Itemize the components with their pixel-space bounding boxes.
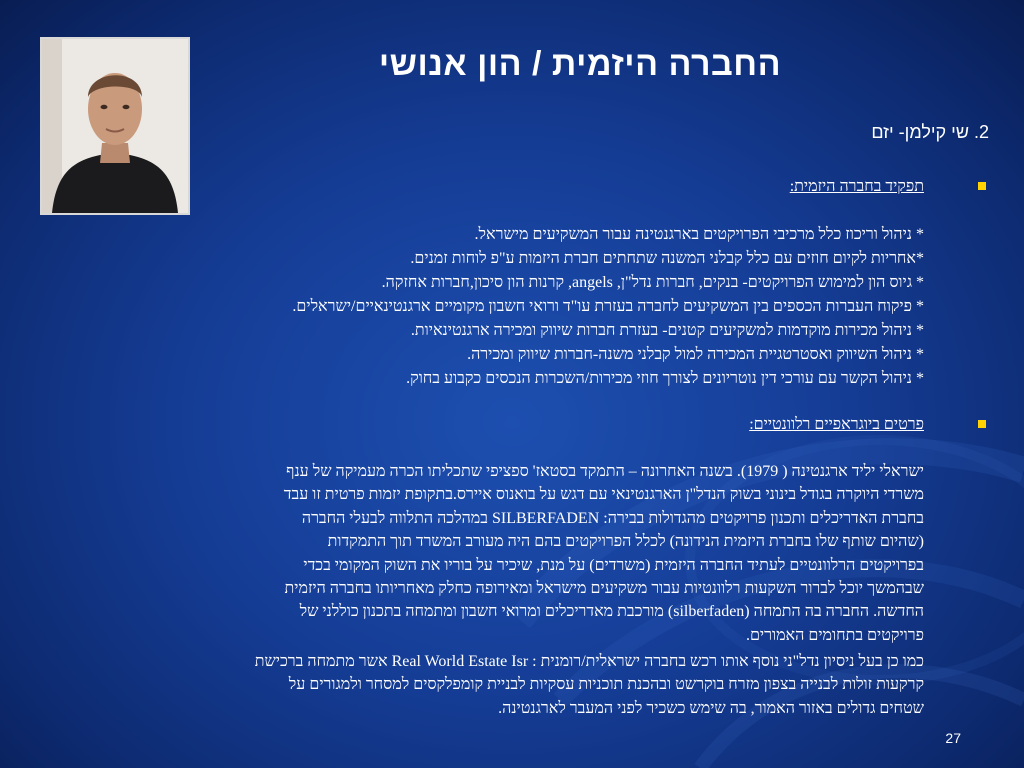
slide-title: החברה היזמית / הון אנושי: [378, 45, 782, 83]
bio-heading: פרטים ביוגראפיים רלוונטיים:: [749, 416, 924, 433]
role-heading: תפקיד בחברה היזמית:: [789, 178, 924, 195]
role-section: [292, 175, 924, 391]
list-item: * ניהול וריכוז כלל מרכיבי הפרויקטים בארגנטינה עבור המשקיעים מישראל.: [474, 226, 924, 243]
slide-subtitle: 2. שי קילמן- יזם: [871, 122, 989, 142]
paragraph-line: בחברת האדריכלים ותכנון פרויקטים מהגדולות בבירה: SILBERFADEN במהלכה התלווה לבעלי החברה: [301, 509, 924, 527]
paragraph-line: בפרויקטים הרלוונטיים לעתיד החברה היזמית (משרדים) על מנת, שיכיר על בוריו את השוק המקומי בכדי: [303, 556, 924, 574]
paragraph-line: (שהיום שותף שלו בחברת היזמית הנידונה) לכלל הפרויקטים בהם היה מעורב המשרד תוך התמקדות: [327, 533, 924, 551]
bullet-square-icon: [978, 182, 986, 190]
paragraph-line: ישראלי יליד ארגנטינה ( 1979). בשנה האחרונה – התמקד בסטאז' ספציפי שתכליתו הכרה מעמיקה של ענף: [286, 463, 924, 480]
paragraph-line: קרקעות זולות לבנייה בצפון מזרח בוקרשט ובהכנת תוכניות עסקיות לבניית קומפלקסים למסחר ולמגורים על: [288, 676, 924, 694]
paragraph-line: כמו כן בעל ניסיון נדל"ני נוסף אותו רכש בחברה ישראלית/רומנית : Real World Estate Isr אשר מתמחה ברכישת: [254, 653, 924, 670]
paragraph-line: שטחים גדולים באזור האמור, בה שימש כשכיר לפני המעבר לארגנטינה.: [498, 699, 924, 717]
bio-heading-block: [749, 413, 924, 437]
role-list: [292, 223, 924, 391]
list-item: * גיוס הון למימוש הפרויקטים- בנקים, חברות נדל"ן, angels, קרנות הון סיכון,חברות אחזקה.: [381, 274, 924, 291]
list-item: * ניהול השיווק ואסטרטגיית המכירה למול קבלני משנה-חברות שיווק ומכירה.: [467, 346, 924, 363]
bio-paragraph-1: [74, 460, 924, 647]
list-item: * פיקוח העברות הכספים בין המשקיעים לחברה בעזרת עו"ד ורואי חשבון מקומיים ארגנטינאיים/ישראלים.: [292, 298, 924, 315]
paragraph-line: פרויקטים בתחומים האמורים.: [745, 626, 924, 644]
paragraph-line: משרדי היוקרה בגודל בינוני בשוק הנדל"ן הארגנטינאי עם דגש על בואנוס איירס.בתקופת יזמות פרטית זו עבד: [283, 486, 924, 504]
portrait-photo: [40, 37, 190, 215]
list-item: * ניהול הקשר עם עורכי דין נוטריונים לצורך חוזי מכירות/השכרות הנכסים כקבוע בחוק.: [406, 370, 924, 387]
page-number: 27: [945, 730, 961, 746]
list-item: *אחריות לקיום חוזים עם כלל קבלני המשנה שתחתים חברת היזמות ע"פ לוחות זמנים.: [410, 250, 924, 267]
list-item: * ניהול מכירות מוקדמות למשקיעים קטנים- בעזרת חברות שיווק ומכירה ארגנטינאיות.: [410, 322, 924, 339]
bio-paragraph-2: [74, 650, 924, 720]
paragraph-line: שבהמשך יוכל לברור השקעות רלוונטיות עבור משקיעים מישראל ומאירופה כחלק מאחריותו בחברה היזמית: [284, 580, 924, 598]
bullet-square-icon: [978, 420, 986, 428]
paragraph-line: החדשה. החברה בה התמחה (silberfaden) מורכבת מאדריכלים ומרואי חשבון ומתמחה בתכנון כוללני של: [299, 603, 924, 621]
